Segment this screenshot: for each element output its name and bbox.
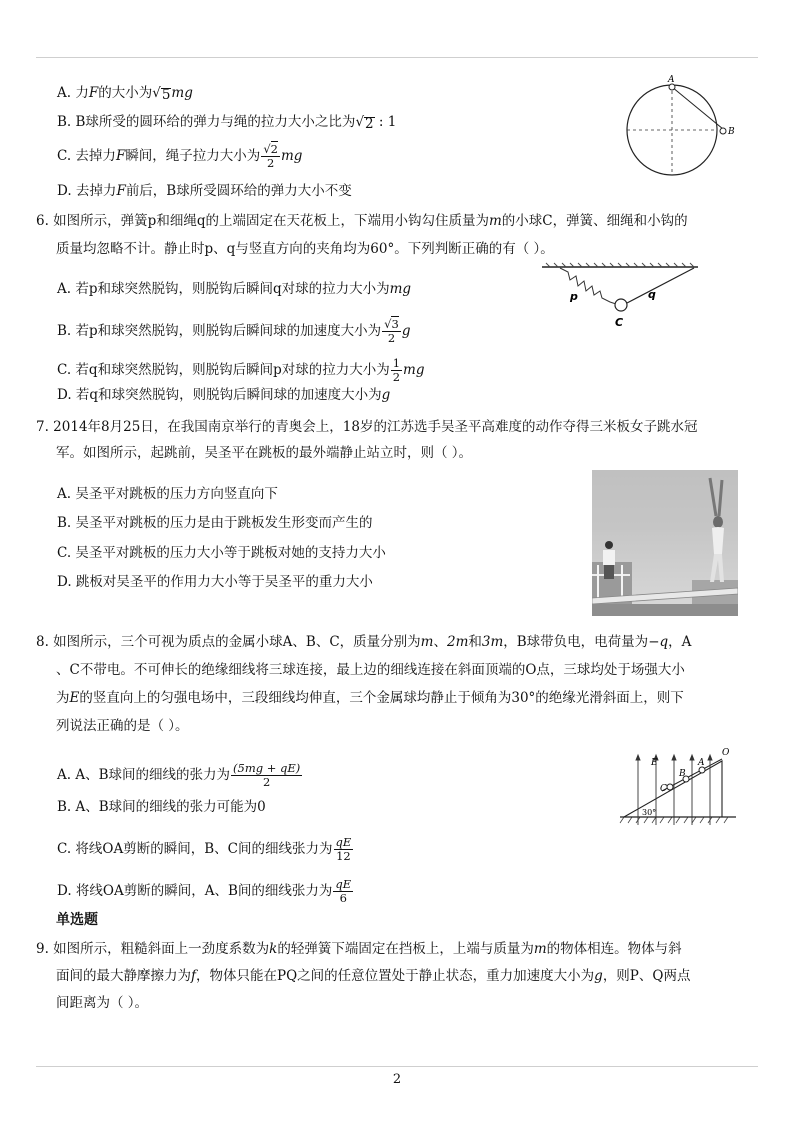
label-O: O bbox=[722, 748, 730, 758]
text: D. 去掉力 bbox=[57, 183, 117, 199]
math-F: F bbox=[115, 148, 126, 164]
text: 面间的最大静摩擦力为 bbox=[56, 968, 191, 984]
q8-option-b: B. A、B球间的细线的张力可能为0 bbox=[57, 799, 266, 815]
q6-option-a bbox=[57, 280, 411, 298]
q7-option-c: C. 吴圣平对跳板的压力大小等于跳板对她的支持力大小 bbox=[57, 545, 386, 561]
fraction bbox=[231, 762, 302, 789]
math-k: k bbox=[269, 941, 278, 957]
radicand: 2 bbox=[365, 116, 374, 132]
text: 的轻弹簧下端固定在挡板上，上端与质量为 bbox=[277, 941, 534, 957]
q9-stem-line3: 间距离为（ ）。 bbox=[56, 995, 149, 1011]
text: D. 将线OA剪断的瞬间，A、B间的细线张力为 bbox=[57, 883, 333, 899]
q6-option-d bbox=[57, 386, 390, 404]
label-angle: 30° bbox=[642, 808, 657, 817]
sqrt: √ 2 bbox=[355, 114, 374, 132]
label-p: p bbox=[570, 290, 578, 303]
text: B. B球所受的圆环给的弹力与绳的拉力大小之比为 bbox=[57, 114, 356, 130]
label-C: C bbox=[615, 316, 624, 329]
q8-stem-line4: 列说法正确的是（ ）。 bbox=[56, 718, 189, 734]
numerator: 1 bbox=[392, 356, 401, 370]
text: ，A bbox=[668, 634, 692, 650]
math-g: g bbox=[401, 323, 411, 339]
text: ，B球带负电，电荷量为 bbox=[503, 634, 649, 650]
numerator: qE bbox=[335, 835, 352, 849]
q8-stem-line3 bbox=[56, 689, 684, 707]
radicand: 5 bbox=[161, 87, 171, 103]
fraction: $\frac{√2}{2}$ bbox=[263, 142, 278, 170]
q6-stem-line2: 质量均忽略不计。静止时p、q与竖直方向的夹角均为60°。下列判断正确的有（ ）。 bbox=[56, 241, 554, 257]
diver-photo bbox=[592, 470, 738, 616]
math-g: g bbox=[381, 387, 391, 403]
q6-option-b bbox=[57, 318, 410, 345]
label-A: A bbox=[668, 75, 675, 85]
text: 9. 如图所示，粗糙斜面上一劲度系数为 bbox=[36, 941, 270, 957]
q5-option-b bbox=[57, 113, 396, 131]
q5-option-a bbox=[57, 84, 193, 102]
text: A. A、B球间的细线的张力为 bbox=[57, 767, 231, 783]
text: D. 若q和球突然脱钩，则脱钩后瞬间球的加速度大小为 bbox=[57, 387, 382, 403]
q5-option-c bbox=[57, 143, 302, 170]
denominator: 2 bbox=[392, 370, 401, 384]
q8-option-d bbox=[57, 878, 354, 905]
math-m: m bbox=[488, 213, 502, 229]
bottom-divider bbox=[36, 1066, 758, 1067]
text: 瞬间，绳子拉力大小为 bbox=[125, 148, 261, 164]
section-heading: 单选题 bbox=[56, 912, 98, 928]
text: : 1 bbox=[374, 114, 397, 130]
sqrt: √ 5 bbox=[152, 85, 171, 103]
text: C. 若q和球突然脱钩，则脱钩后瞬间p对球的拉力大小为 bbox=[57, 362, 390, 378]
text: 前后，B球所受圆环给的弹力大小不变 bbox=[125, 183, 352, 199]
math-2m: 2m bbox=[446, 634, 469, 650]
text: C. 将线OA剪断的瞬间，B、C间的细线张力为 bbox=[57, 841, 333, 857]
math-m: m bbox=[420, 634, 434, 650]
q5-option-d bbox=[57, 182, 352, 200]
text: 8. 如图所示，三个可视为质点的金属小球A、B、C，质量分别为 bbox=[36, 634, 421, 650]
q7-option-d: D. 跳板对吴圣平的作用力大小等于吴圣平的重力大小 bbox=[57, 574, 373, 590]
figure-incline-field bbox=[618, 745, 742, 833]
text: ，则P、Q两点 bbox=[602, 968, 691, 984]
math-mg: mg bbox=[171, 85, 193, 101]
q6-option-c bbox=[57, 357, 425, 384]
text: 的大小为 bbox=[98, 85, 153, 101]
text: 为 bbox=[56, 690, 70, 706]
q7-stem-line2: 军。如图所示，起跳前，吴圣平在跳板的最外端静止站立时，则（ ）。 bbox=[56, 445, 473, 461]
denominator: 6 bbox=[339, 891, 347, 905]
text: 的物体相连。物体与斜 bbox=[546, 941, 682, 957]
text: 的小球C，弹簧、细绳和小钩的 bbox=[501, 213, 688, 229]
figure-spring-string bbox=[540, 262, 700, 332]
denominator: 2 bbox=[266, 156, 275, 170]
q8-option-c bbox=[57, 836, 354, 863]
q9-stem-line1 bbox=[36, 940, 682, 958]
denominator: 12 bbox=[336, 849, 351, 863]
q8-stem-line2: 、C不带电。不可伸长的绝缘细线将三球连接，最上边的细线连接在斜面顶端的O点，三球均处于场强大小 bbox=[56, 662, 685, 678]
math: mg bbox=[403, 362, 425, 378]
q9-stem-line2 bbox=[56, 967, 690, 985]
fraction bbox=[391, 357, 402, 384]
q7-option-a: A. 吴圣平对跳板的压力方向竖直向下 bbox=[57, 486, 278, 502]
math: mg bbox=[389, 281, 412, 297]
label-A: A bbox=[698, 758, 705, 768]
math-neg-q: −q bbox=[648, 634, 669, 650]
numerator: (5mg + qE) bbox=[233, 761, 301, 775]
math-m: m bbox=[533, 941, 547, 957]
text: 和 bbox=[468, 634, 482, 650]
math-3m: 3m bbox=[481, 634, 504, 650]
text: 、 bbox=[433, 634, 447, 650]
label-E: E bbox=[651, 758, 658, 768]
top-divider bbox=[36, 57, 758, 58]
denominator: 2 bbox=[262, 775, 271, 789]
numerator: 3 bbox=[391, 317, 399, 331]
q7-option-b: B. 吴圣平对跳板的压力是由于跳板发生形变而产生的 bbox=[57, 515, 373, 531]
text: A. 若p和球突然脱钩，则脱钩后瞬间q对球的拉力大小为 bbox=[57, 281, 390, 297]
q6-stem-line1 bbox=[36, 212, 688, 230]
text: A. 力 bbox=[57, 85, 89, 101]
math-f: f bbox=[191, 968, 196, 984]
math-g: g bbox=[594, 968, 603, 984]
q8-option-a bbox=[57, 762, 303, 789]
numerator: qE bbox=[335, 877, 352, 891]
denominator: 2 bbox=[387, 331, 396, 345]
fraction: $\frac{√3}{2}$ bbox=[384, 317, 399, 345]
numerator: 2 bbox=[270, 142, 278, 156]
math-mg: mg bbox=[280, 148, 303, 164]
text: B. 若p和球突然脱钩，则脱钩后瞬间球的加速度大小为 bbox=[57, 323, 382, 339]
fraction bbox=[334, 836, 354, 863]
math-F: F bbox=[88, 85, 99, 101]
q8-stem-line1 bbox=[36, 633, 691, 651]
label-B: B bbox=[679, 769, 686, 779]
text: C. 去掉力 bbox=[57, 148, 116, 164]
math-E: E bbox=[69, 690, 80, 706]
label-q: q bbox=[648, 288, 656, 301]
text: ，物体只能在PQ之间的任意位置处于静止状态，重力加速度大小为 bbox=[196, 968, 595, 984]
fraction bbox=[333, 878, 353, 905]
text: 6. 如图所示，弹簧p和细绳q的上端固定在天花板上，下端用小钩勾住质量为 bbox=[36, 213, 489, 229]
text: 的竖直向上的匀强电场中，三段细线均伸直，三个金属球均静止于倾角为30°的绝缘光滑斜面上，则下 bbox=[79, 690, 684, 706]
math-F: F bbox=[116, 183, 126, 199]
figure-circle-ring bbox=[615, 74, 745, 184]
label-C: C bbox=[660, 784, 667, 794]
label-B: B bbox=[728, 127, 735, 137]
q7-stem-line1: 7. 2014年8月25日，在我国南京举行的青奥会上，18岁的江苏选手吴圣平高难度的动作夺得三米板女子跳水冠 bbox=[36, 419, 698, 435]
page-number: 2 bbox=[392, 1072, 402, 1087]
